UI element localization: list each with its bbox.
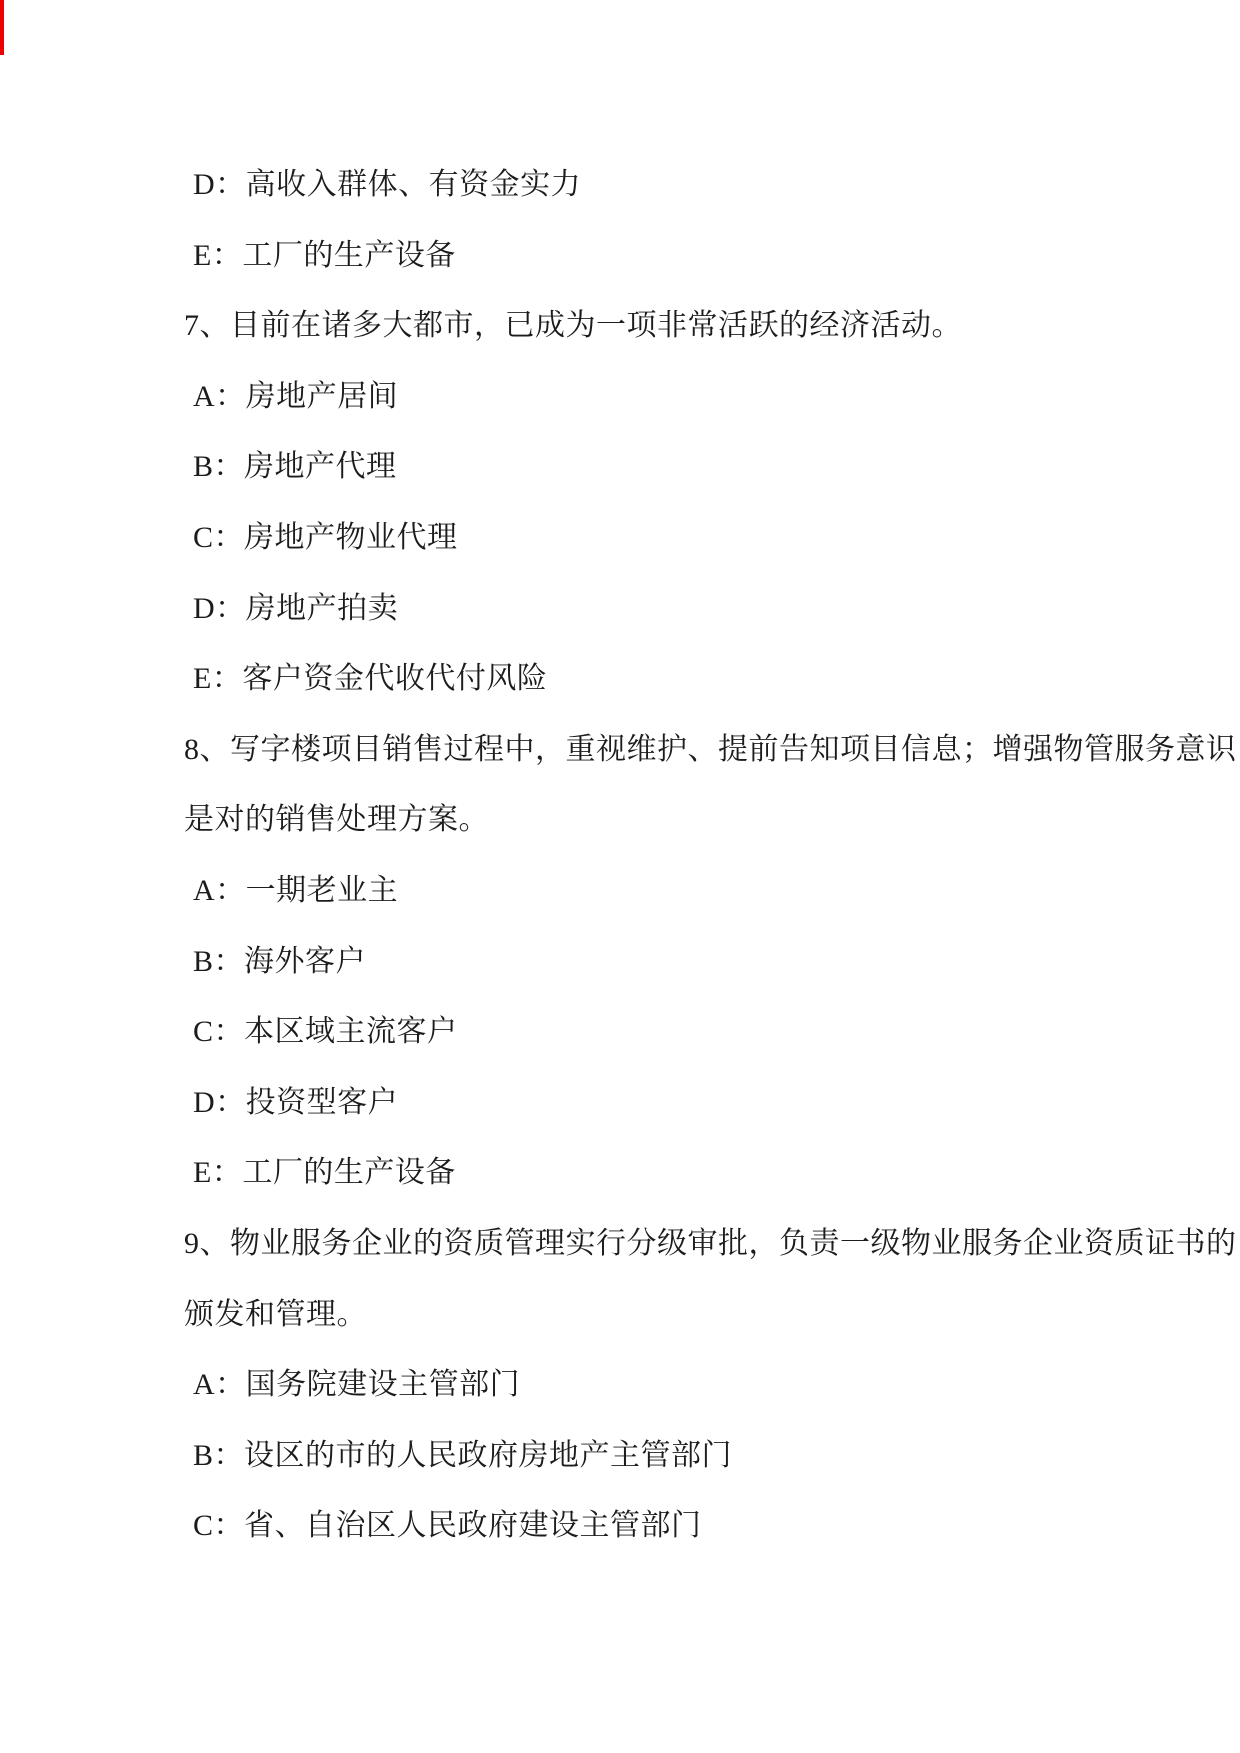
question-line: 7、目前在诸多大都市，已成为一项非常活跃的经济活动。 [184,309,962,342]
option-line: A：国务院建设主管部门 [193,1368,521,1401]
red-edit-mark [0,0,4,55]
option-line: A：房地产居间 [193,380,399,413]
option-line: E：工厂的生产设备 [193,1156,456,1189]
option-line: C：省、自治区人民政府建设主管部门 [193,1509,702,1542]
question-line: 8、写字楼项目销售过程中，重视维护、提前告知项目信息；增强物管服务意识 [184,733,1237,766]
option-line: C：房地产物业代理 [193,521,458,554]
question-line: 9、物业服务企业的资质管理实行分级审批，负责一级物业服务企业资质证书的 [184,1227,1237,1260]
option-line: D：高收入群体、有资金实力 [193,168,582,201]
option-line: C：本区域主流客户 [193,1015,458,1048]
option-line: D：房地产拍卖 [193,592,399,625]
option-line: A：一期老业主 [193,874,399,907]
continuation-line: 是对的销售处理方案。 [184,803,489,836]
option-line: E：客户资金代收代付风险 [193,662,548,695]
option-line: D：投资型客户 [193,1086,399,1119]
option-line: B：设区的市的人民政府房地产主管部门 [193,1439,733,1472]
option-line: B：房地产代理 [193,450,397,483]
option-line: B：海外客户 [193,945,367,978]
continuation-line: 颁发和管理。 [184,1298,367,1331]
option-line: E：工厂的生产设备 [193,239,456,272]
